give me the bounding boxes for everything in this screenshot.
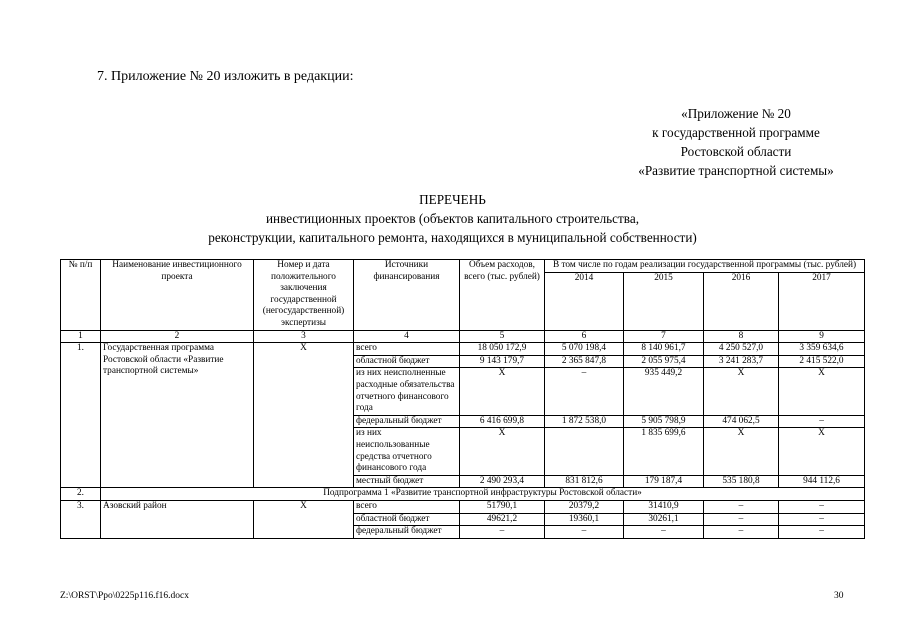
row1-total: 2 490 293,4 — [460, 475, 545, 488]
appendix-heading — [600, 104, 872, 180]
row1-2015: 935 449,2 — [624, 368, 704, 415]
row1-name: Государственная программа Ростовской области «Развитие транспортной системы» — [101, 343, 254, 488]
header-2017: 2017 — [779, 272, 865, 330]
row3-2014: 20379,2 — [545, 500, 624, 513]
row3-expertise: Х — [254, 500, 354, 538]
colnum-4: 4 — [354, 330, 460, 343]
header-2016: 2016 — [704, 272, 779, 330]
row1-2017: – — [779, 415, 865, 428]
row1-source: из них неиспользованные средства отчетного финансового года — [354, 428, 460, 475]
header-2015: 2015 — [624, 272, 704, 330]
colnum-7: 7 — [624, 330, 704, 343]
row3-2014: 19360,1 — [545, 513, 624, 526]
header-expertise: Номер и дата положительного заключения государственной (негосударственной) экспертизы — [254, 260, 354, 331]
row3-num: 3. — [61, 500, 101, 538]
document-subtitle-1: инвестиционных проектов (объектов капитального строительства, — [265, 211, 640, 226]
table-row — [61, 488, 865, 501]
colnum-3: 3 — [254, 330, 354, 343]
appendix-line-1: «Приложение № 20 — [681, 106, 791, 121]
row2-subprogram: Подпрограмма 1 «Развитие транспортной инфраструктуры Ростовской области» — [101, 488, 865, 501]
row1-total: Х — [460, 368, 545, 415]
row1-total: 6 416 699,8 — [460, 415, 545, 428]
row1-2015: 179 187,4 — [624, 475, 704, 488]
row1-2016: 535 180,8 — [704, 475, 779, 488]
row3-total: 49621,2 — [460, 513, 545, 526]
document-title: ПЕРЕЧЕНЬ — [419, 192, 486, 207]
footer-file-path: Z:\ORST\Ppo\0225p116.f16.docx — [60, 591, 189, 601]
colnum-9: 9 — [779, 330, 865, 343]
row3-2015: 30261,1 — [624, 513, 704, 526]
colnum-8: 8 — [704, 330, 779, 343]
row1-2016: Х — [704, 368, 779, 415]
row3-2015: – — [624, 526, 704, 539]
row2-num: 2. — [61, 488, 101, 501]
intro-text: 7. Приложение № 20 изложить в редакции: — [97, 69, 354, 84]
row3-source: всего — [354, 500, 460, 513]
row1-2017: 2 415 522,0 — [779, 355, 865, 368]
row1-2017: 3 359 634,6 — [779, 343, 865, 356]
row1-2014: 5 070 198,4 — [545, 343, 624, 356]
row1-2015: 8 140 961,7 — [624, 343, 704, 356]
header-num: № п/п — [61, 260, 101, 331]
row3-2015: 31410,9 — [624, 500, 704, 513]
row3-source: федеральный бюджет — [354, 526, 460, 539]
row3-2016: – — [704, 526, 779, 539]
row1-source: всего — [354, 343, 460, 356]
row1-source: федеральный бюджет — [354, 415, 460, 428]
header-2014: 2014 — [545, 272, 624, 330]
colnum-2: 2 — [101, 330, 254, 343]
row1-2015: 5 905 798,9 — [624, 415, 704, 428]
row3-2016: – — [704, 500, 779, 513]
colnum-5: 5 — [460, 330, 545, 343]
row1-2017: 944 112,6 — [779, 475, 865, 488]
row1-2016: Х — [704, 428, 779, 475]
row1-2014: 2 365 847,8 — [545, 355, 624, 368]
row1-2014 — [545, 428, 624, 475]
row3-2017: – — [779, 513, 865, 526]
row1-total: 9 143 179,7 — [460, 355, 545, 368]
appendix-line-3: Ростовской области — [680, 144, 792, 159]
row1-2017: Х — [779, 368, 865, 415]
header-total: Объем расходов, всего (тыс. рублей) — [460, 260, 545, 331]
row3-total: 51790,1 — [460, 500, 545, 513]
row1-2017: Х — [779, 428, 865, 475]
row3-2014: – — [545, 526, 624, 539]
document-subtitle-2: реконструкции, капитального ремонта, находящихся в муниципальной собственности) — [208, 230, 697, 245]
row1-2014: – — [545, 368, 624, 415]
row1-num: 1. — [61, 343, 101, 488]
row3-name: Азовский район — [101, 500, 254, 538]
row1-2015: 1 835 699,6 — [624, 428, 704, 475]
appendix-line-2: к государственной программе — [652, 125, 820, 140]
row1-2015: 2 055 975,4 — [624, 355, 704, 368]
row3-source: областной бюджет — [354, 513, 460, 526]
colnum-1: 1 — [61, 330, 101, 343]
header-name: Наименование инвестиционного проекта — [101, 260, 254, 331]
row1-2016: 4 250 527,0 — [704, 343, 779, 356]
appendix-line-4: «Развитие транспортной системы» — [638, 163, 834, 178]
row1-source: областной бюджет — [354, 355, 460, 368]
row3-2017: – — [779, 526, 865, 539]
row1-2016: 474 062,5 — [704, 415, 779, 428]
investment-projects-table — [60, 259, 865, 539]
table-row — [61, 343, 865, 356]
row3-2017: – — [779, 500, 865, 513]
row3-2016: – — [704, 513, 779, 526]
header-years-group: В том числе по годам реализации государственной программы (тыс. рублей) — [545, 260, 865, 273]
row1-expertise: Х — [254, 343, 354, 488]
table-row — [61, 500, 865, 513]
row1-source: местный бюджет — [354, 475, 460, 488]
row1-2016: 3 241 283,7 — [704, 355, 779, 368]
row1-source: из них неисполненные расходные обязательства отчетного финансового года — [354, 368, 460, 415]
row3-total: – — [460, 526, 545, 539]
colnum-6: 6 — [545, 330, 624, 343]
row1-2014: 831 812,6 — [545, 475, 624, 488]
row1-total: Х — [460, 428, 545, 475]
footer-page-number: 30 — [834, 591, 844, 601]
row1-total: 18 050 172,9 — [460, 343, 545, 356]
header-source: Источники финансирования — [354, 260, 460, 331]
row1-2014: 1 872 538,0 — [545, 415, 624, 428]
